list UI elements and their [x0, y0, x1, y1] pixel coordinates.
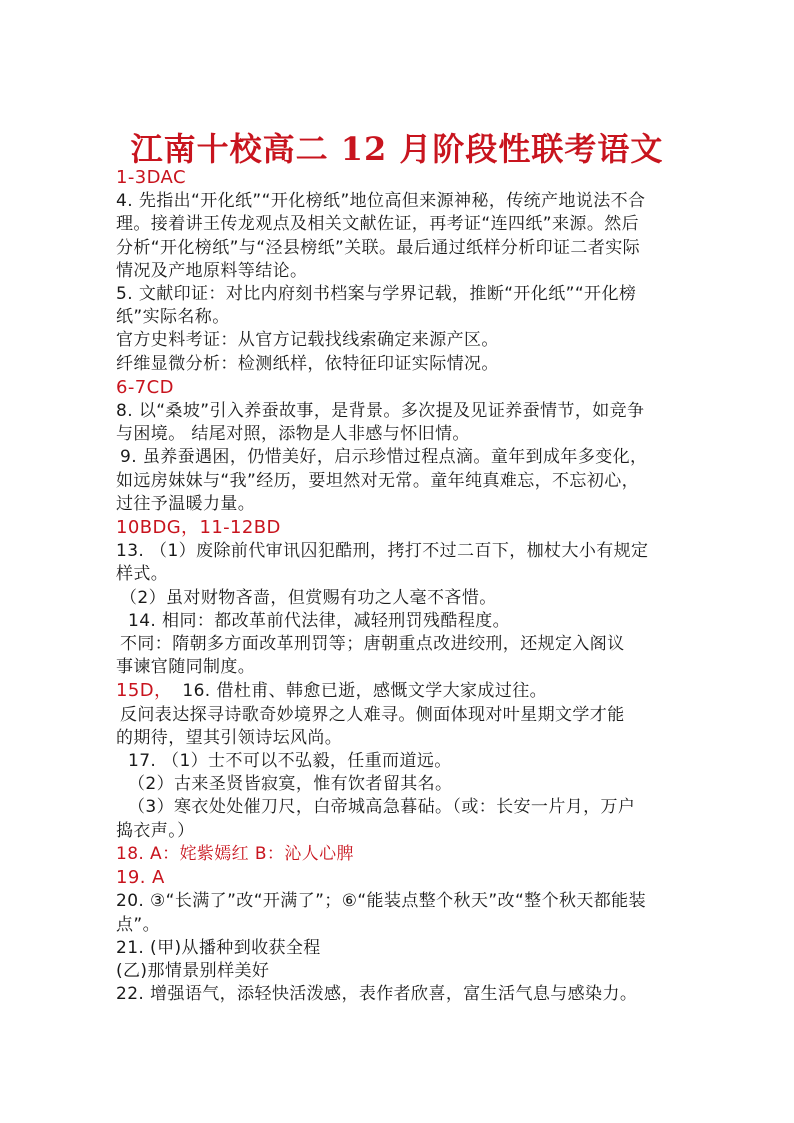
- answer-line: [116, 493, 682, 516]
- answer-text: （2）古来圣贤皆寂寞，惟有饮者留其名。: [128, 774, 453, 795]
- answer-line: [116, 843, 682, 866]
- answer-line: [116, 890, 682, 913]
- answer-text: 过往予温暖力量。: [116, 493, 256, 514]
- answer-text: 反问表达探寻诗歌奇妙境界之人难寻。侧面体现对叶星期文学才能: [120, 704, 625, 725]
- answer-text: 纸”实际名称。: [116, 307, 230, 328]
- answer-key-text: 6-7CD: [116, 376, 174, 398]
- answer-text: 5. 文献印证：对比内府刻书档案与学界记载，推断“开化纸”“开化榜: [116, 284, 637, 305]
- answer-text: 14. 相同：都改革前代法律，减轻刑罚残酷程度。: [128, 610, 511, 631]
- answer-list: [116, 166, 682, 1006]
- answer-line: [116, 937, 682, 960]
- answer-line: [116, 633, 682, 656]
- answer-text: 4. 先指出“开化纸”“开化榜纸”地位高但来源神秘，传统产地说法不合: [116, 191, 646, 212]
- answer-line: [116, 540, 682, 563]
- answer-text: （2）虽对财物吝啬，但赏赐有功之人毫不吝惜。: [120, 587, 497, 608]
- answer-text: (乙)那情景别样美好: [116, 960, 270, 981]
- answer-line: [116, 914, 682, 937]
- answer-key-text: 1-3DAC: [116, 167, 186, 188]
- answer-key-text: 10BDG，11-12BD: [116, 517, 281, 539]
- answer-line: [116, 750, 682, 773]
- answer-text: 8. 以“桑坡”引入养蚕故事，是背景。多次提及见证养蚕情节，如竞争: [116, 401, 645, 422]
- answer-line: [116, 166, 682, 190]
- answer-text: 样式。: [116, 564, 169, 585]
- answer-text: 点”。: [116, 914, 161, 935]
- answer-line: [116, 679, 682, 703]
- answer-text: 与困境。 结尾对照，添物是人非感与怀旧情。: [116, 424, 470, 445]
- answer-line: [116, 213, 682, 236]
- page-title: 江南十校高二 12 月阶段性联考语文: [130, 130, 664, 168]
- answer-line: [116, 866, 682, 890]
- answer-line: [116, 329, 682, 352]
- answer-line: [116, 983, 682, 1006]
- answer-text: 分析“开化榜纸”与“泾县榜纸”关联。最后通过纸样分析印证二者实际: [116, 237, 641, 258]
- answer-line: [116, 727, 682, 750]
- answer-text: 17. （1）士不可以不弘毅，任重而道远。: [128, 751, 452, 772]
- answer-text: 21. (甲)从播种到收获全程: [116, 937, 321, 958]
- answer-text: 捣衣声。）: [116, 820, 195, 841]
- answer-line: [116, 353, 682, 376]
- answer-line: [116, 820, 682, 843]
- answer-line: [116, 400, 682, 423]
- answer-line: [116, 960, 682, 983]
- answer-line: [116, 610, 682, 633]
- answer-text: 16. 借杜甫、韩愈已逝，感慨文学大家成过往。: [182, 681, 548, 702]
- answer-text: 22. 增强语气，添轻快活泼感，表作者欣喜，富生活气息与感染力。: [116, 984, 638, 1005]
- answer-line: [116, 563, 682, 586]
- answer-line: [116, 470, 682, 493]
- answer-text: 纤维显微分析：检测纸样，依特征印证实际情况。: [116, 353, 499, 374]
- answer-text: 事谏官随同制度。: [116, 657, 256, 678]
- answer-key-text: 15D，: [116, 680, 173, 702]
- answer-line: [116, 237, 682, 260]
- answer-key-text: 19. A: [116, 867, 165, 889]
- answer-text: 13. （1）废除前代审讯囚犯酷刑，拷打不过二百下，枷杖大小有规定: [116, 541, 649, 562]
- answer-line: [116, 423, 682, 446]
- answer-line: [116, 190, 682, 213]
- answer-line: [116, 306, 682, 329]
- answer-line: [116, 656, 682, 679]
- answer-text: 20. ③“长满了”改“开满了”；⑥“能装点整个秋天”改“整个秋天都能装: [116, 891, 646, 912]
- answer-text: 如远房妹妹与“我”经历，要坦然对无常。童年纯真难忘，不忘初心，: [116, 470, 640, 491]
- answer-line: [116, 587, 682, 610]
- answer-line: [116, 446, 682, 469]
- answer-text: （3）寒衣处处催刀尺，白帝城高急暮砧。（或：长安一片月，万户: [128, 797, 636, 818]
- answer-text: 官方史料考证：从官方记载找线索确定来源产区。: [116, 330, 499, 351]
- answer-line: [116, 376, 682, 400]
- answer-text: 理。接着讲王传龙观点及相关文献佐证，再考证“连四纸”来源。然后: [116, 214, 640, 235]
- answer-line: [116, 704, 682, 727]
- answer-text: 情况及产地原料等结论。: [116, 260, 308, 281]
- answer-text: 的期待，望其引领诗坛风尚。: [116, 727, 343, 748]
- answer-line: [116, 516, 682, 540]
- answer-line: [116, 260, 682, 283]
- answer-text: 9. 虽养蚕遇困，仍惜美好，启示珍惜过程点滴。童年到成年多变化，: [120, 447, 648, 468]
- answer-line: [116, 796, 682, 819]
- answer-line: [116, 773, 682, 796]
- answer-key-text: 18. A：姹紫嫣红 B：沁人心脾: [116, 843, 354, 864]
- answer-line: [116, 283, 682, 306]
- answer-text: 不同：隋朝多方面改革刑罚等；唐朝重点改进绞刑，还规定入阁议: [120, 634, 625, 655]
